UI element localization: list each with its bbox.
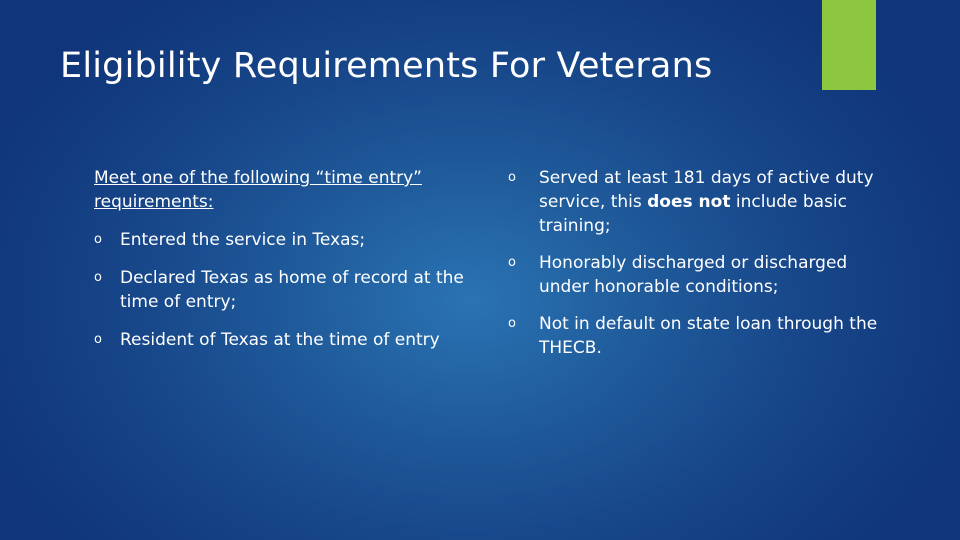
- bullet-icon: o: [94, 332, 102, 347]
- emphasis-text: does not: [647, 192, 731, 212]
- requirements-intro: Meet one of the following “time entry” requirements:: [94, 168, 422, 212]
- bullet-icon: o: [508, 170, 516, 185]
- list-item: [508, 251, 898, 299]
- accent-bar: [822, 0, 876, 90]
- list-item-text: Honorably discharged or discharged under honorable conditions;: [539, 253, 848, 297]
- time-entry-list: [94, 228, 474, 352]
- list-item: [94, 328, 474, 352]
- list-item-text: Declared Texas as home of record at the time of entry;: [120, 268, 464, 312]
- slide-title: Eligibility Requirements For Veterans: [60, 46, 713, 86]
- right-column: [508, 166, 898, 373]
- bullet-icon: o: [94, 232, 102, 247]
- list-item-text: [539, 168, 874, 236]
- left-column: [94, 166, 474, 366]
- list-item-text: Entered the service in Texas;: [120, 230, 366, 250]
- bullet-icon: o: [508, 316, 516, 331]
- list-item-text: Not in default on state loan through the THECB.: [539, 314, 878, 358]
- service-requirements-list: [508, 166, 898, 360]
- list-item: [508, 166, 898, 238]
- text-segment: include basic training;: [539, 192, 848, 236]
- bullet-icon: o: [94, 270, 102, 285]
- text-segment: Served at least 181 days of active duty service, this: [539, 168, 874, 212]
- bullet-icon: o: [508, 255, 516, 270]
- list-item: [94, 228, 474, 252]
- list-item: [94, 266, 474, 314]
- list-item: [508, 312, 898, 360]
- list-item-text: Resident of Texas at the time of entry: [120, 330, 440, 350]
